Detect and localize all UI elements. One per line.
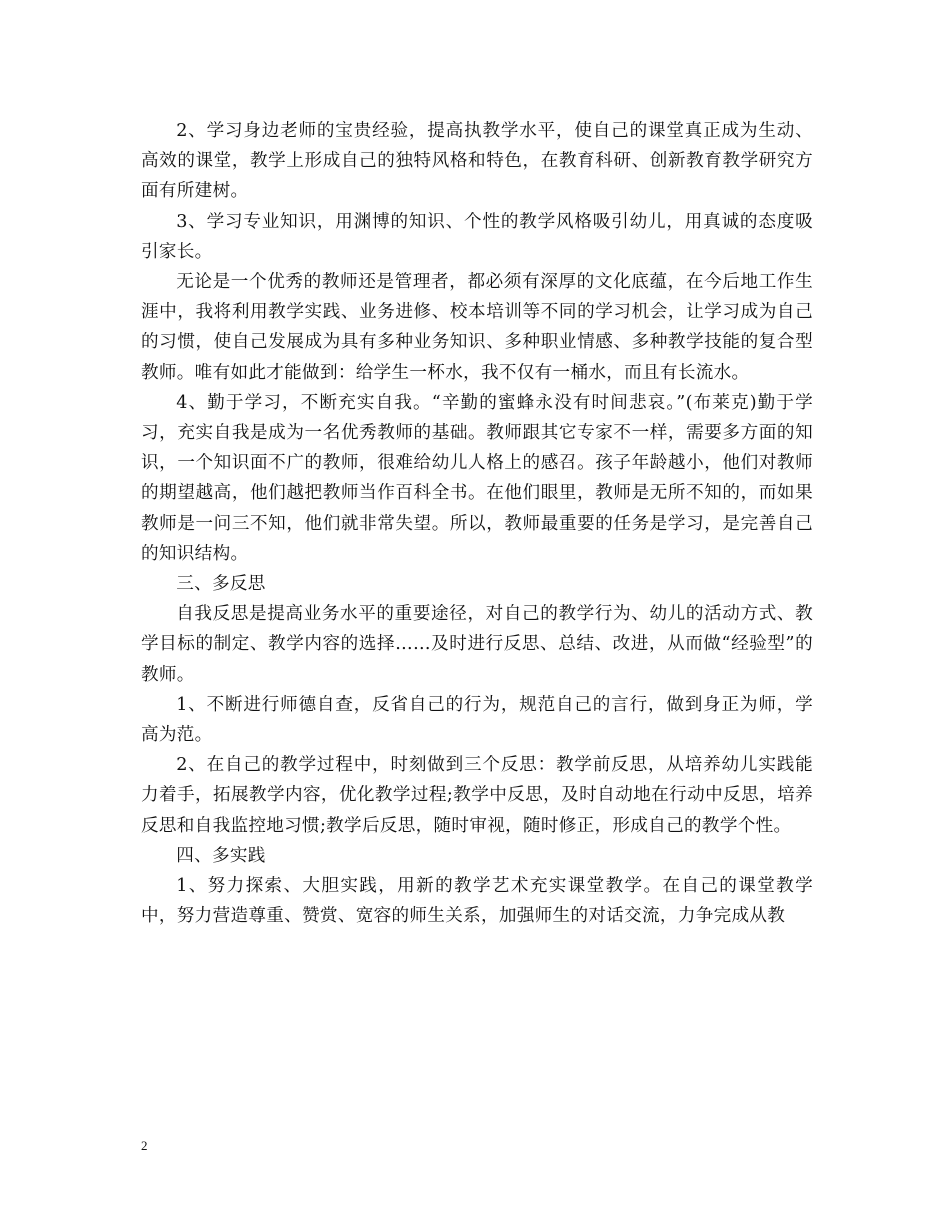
paragraph-learn-professional-knowledge: 3、学习专业知识，用渊博的知识、个性的教学风格吸引幼儿，用真诚的态度吸引家长。 [141, 211, 813, 262]
paragraph-learn-from-colleagues: 2、学习身边老师的宝贵经验，提高执教学水平，使自己的课堂真正成为生动、高效的课堂，教学上形成自己的独特风格和特色，在教育科研、创新教育教学研究方面有所建树。 [141, 121, 813, 202]
paragraph-three-reflections: 2、在自己的教学过程中，时刻做到三个反思：教学前反思，从培养幼儿实践能力着手，拓展教学内容，优化教学过程;教学中反思，及时自动地在行动中反思，培养反思和自我监控地习惯;教学后反思，随时审视，随时修正，形成自己的教学个性。 [141, 755, 813, 836]
paragraph-ethics-self-check: 1、不断进行师德自查，反省自己的行为，规范自己的言行，做到身正为师，学高为范。 [141, 694, 813, 746]
paragraph-explore-and-practice: 1、努力探索、大胆实践，用新的教学艺术充实课堂教学。在自己的课堂教学中，努力营造尊重、赞赏、宽容的师生关系，加强师生的对话交流，力争完成从教 [141, 876, 813, 927]
paragraph-self-reflection: 自我反思是提高业务水平的重要途径，对自己的教学行为、幼儿的活动方式、教学目标的制定、教学内容的选择……及时进行反思、总结、改进，从而做“经验型”的教师。 [141, 604, 813, 685]
paragraph-cultural-foundation: 无论是一个优秀的教师还是管理者，都必须有深厚的文化底蕴，在今后地工作生涯中，我将利用教学实践、业务进修、校本培训等不同的学习机会，让学习成为自己的习惯，使自己发展成为具有多种业务知识、多种职业情感、多种教学技能的复合型教师。唯有如此才能做到：给学生一杯水，我不仅有一桶水，而且有长流水。 [141, 272, 813, 383]
section-heading-reflection: 三、多反思 [176, 574, 266, 595]
section-heading-practice: 四、多实践 [176, 845, 266, 866]
paragraph-diligent-learning: 4、勤于学习，不断充实自我。“辛勤的蜜蜂永没有时间悲哀。”(布莱克)勤于学习，充实自我是成为一名优秀教师的基础。教师跟其它专家不一样，需要多方面的知识，一个知识面不广的教师，很难给幼儿人格上的感召。孩子年龄越小，他们对教师的期望越高，他们越把教师当作百科全书。在他们眼里，教师是无所不知的，而如果教师是一问三不知，他们就非常失望。所以，教师最重要的任务是学习，是完善自己的知识结构。 [141, 392, 813, 564]
page-number: 2 [141, 1138, 148, 1153]
document-body [141, 116, 813, 931]
